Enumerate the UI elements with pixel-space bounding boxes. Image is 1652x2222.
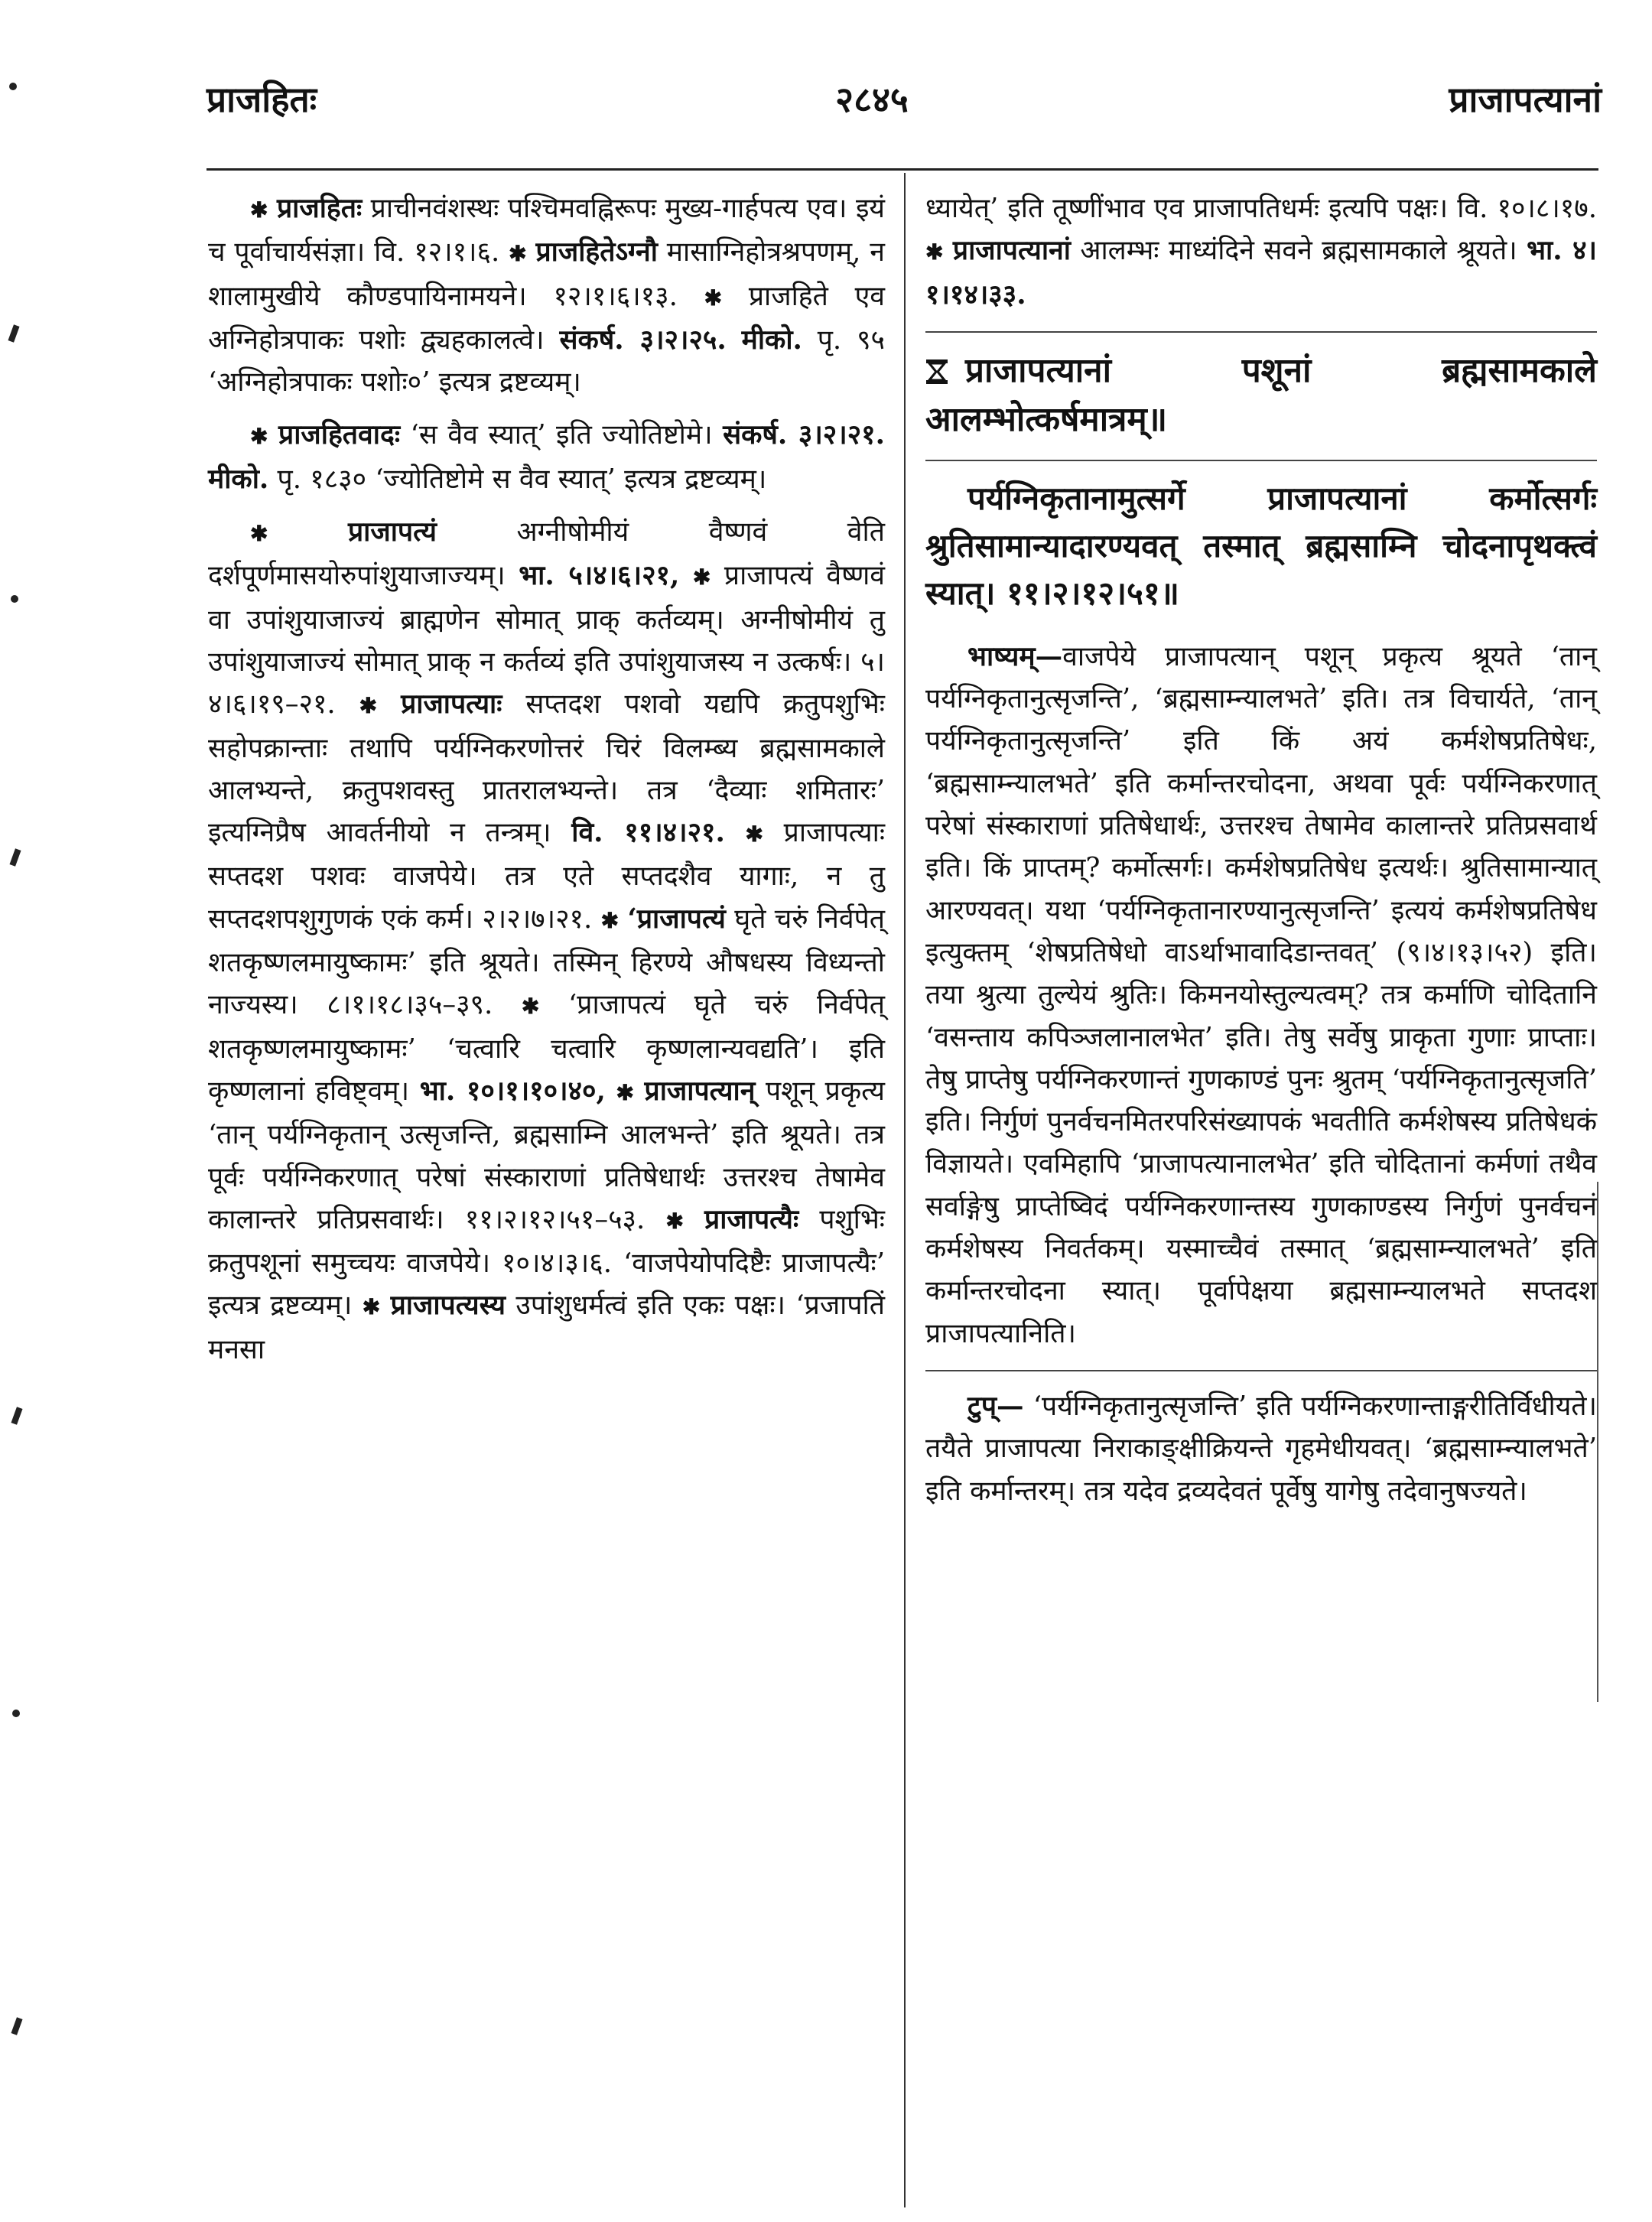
reference: संकर्ष. ३।२।२५. [559, 324, 727, 356]
entry-term: प्राजहितवादः [278, 419, 400, 451]
entry-term: प्राजापत्यं [347, 516, 437, 548]
bhashya: भाष्यम्—वाजपेये प्राजापत्यान् पशून् प्रकृत्य श्रूयते ‘तान् पर्यग्निकृतानुत्सृजन्ति’, ‘ब्रह्मसाम्न्यालभते’ इति। तत्र विचार्यते, ‘तान् पर्यग्निकृतानुत्सृजन्ति’ इति किं अयं कर्मशेषप्रतिषेधः, ‘ब्रह्मसाम्न्यालभते’ इति कर्मान्तरचोदना, अथवा पूर्वः पर्यग्निकरणात् परेषां संस्काराणां प्रतिषेधार्थः, उत्तरश्च तेषामेव कालान्तरे प्रतिप्रसवार्थ इति। किं प्राप्तम्? कर्मोत्सर्गः। कर्मशेषप्रतिषेध इत्यर्थः। श्रुतिसामान्यात् आरण्यवत्। यथा ‘पर्यग्निकृतानारण्यानुत्सृजन्ति’ इत्ययं कर्मशेषप्रतिषेध इत्युक्तम् ‘शेषप्रतिषेधो वाऽर्थाभावादिडान्तवत्’ (९।४।१३।५२) इति। तया श्रुत्या तुल्येयं श्रुतिः। किमनयोस्तुल्यत्वम्? तत्र कर्माणि चोदितानि ‘वसन्ताय कपिञ्जलानालभेत’ इति। तेषु सर्वेषु प्राकृता गुणाः प्राप्ताः। तेषु प्राप्तेषु पर्यग्निकरणान्तं गुणकाण्डं पुनः श्रुतम् ‘पर्यग्निकृतानुत्सृजति’ इति। निर्गुणं पुनर्वचनमितरपरिसंख्यापकं भवतीति कर्मशेषस्य प्रतिषेधकं विज्ञायते। एवमिहापि ‘प्राजापत्यानालभेत’ इति चोदितानां कर्मणां तथैव सर्वाङ्गेषु प्राप्तेष्विदं पर्यग्निकरणान्तस्य गुणकाण्डस्य निर्गुणं पुनर्वचनं कर्मशेषस्य निवर्तकम्। यस्माच्चैवं तस्मात् ‘ब्रह्मसाम्न्यालभते’ इति कर्मान्तरचोदना स्यात्। पूर्वापेक्षया ब्रह्मसाम्न्यालभते सप्तदश प्राजापत्यानिति। [925, 640, 1597, 1349]
reference: भा. ४।१।१४।३३. [925, 235, 1597, 311]
margin-mark [9, 83, 17, 90]
star-icon: ✱ [250, 521, 268, 547]
star-icon: ✱ [250, 424, 268, 450]
reference: संकर्ष. ३।२।२१. मीको. [208, 419, 885, 495]
entry-term: प्राजापत्यैः [704, 1203, 799, 1235]
running-head-right: प्राजापत्यानां [1449, 79, 1602, 120]
sutra: पर्यग्निकृतानामुत्सर्गे प्राजापत्यानां कर्मोत्सर्गः श्रुतिसामान्यादारण्यवत् तस्मात् ब्रह्मसाम्नि चोदनापृथक्त्वं स्यात्। ११।२।१२।५१॥ [925, 479, 1597, 612]
section-divider [925, 1370, 1597, 1371]
star-icon: ✱ [704, 285, 723, 311]
section-divider [925, 331, 1597, 333]
reference: भा. ५।४।६।२१, [519, 560, 680, 592]
entry-term: प्राजापत्यानां [952, 235, 1071, 267]
entry-prajahitavada: ✱ प्राजहितवादः ‘स वैव स्यात्’ इति ज्योतिष्टोमे। संकर्ष. ३।२।२१. मीको. पृ. १८३० ‘ज्योतिष्टोमे स वैव स्यात्’ इत्यत्र द्रष्टव्यम्। [208, 419, 885, 495]
left-column [208, 187, 885, 1371]
right-column [925, 187, 1597, 1512]
bhashya-label: भाष्यम्— [967, 640, 1063, 672]
running-head-left: प्राजहितः [206, 79, 317, 120]
page-number: २८४५ [835, 79, 909, 120]
entry-continuation: ध्यायेत्’ इति तूष्णींभाव एव प्राजापतिधर्मः इत्यपि पक्षः। वि. १०।८।१७. ✱ प्राजापत्यानां आलम्भः माध्यंदिने सवने ब्रह्मसामकाले श्रूयते। भा. ४।१।१४।३३. [925, 193, 1597, 311]
sutra-number: ११।२।१२।५१॥ [1006, 574, 1179, 612]
star-icon: ✱ [665, 1208, 684, 1234]
star-icon: ✱ [616, 1079, 634, 1105]
margin-rule [1597, 1182, 1598, 1702]
reference: भा. १०।१।१०।४०, [419, 1075, 606, 1107]
star-icon: ✱ [521, 994, 540, 1020]
margin-mark [9, 848, 21, 866]
margin-mark [12, 1710, 20, 1717]
tuptika: टुप्— ‘पर्यग्निकृतानुत्सृजन्ति’ इति पर्यग्निकरणान्ताङ्गरीतिर्विधीयते। तयैते प्राजापत्या निराकाङ्क्षीक्रियन्ते गृहमेधीयवत्। ‘ब्रह्मसाम्न्यालभते’ इति कर्मान्तरम्। तत्र यदेव द्रव्यदेवतं पूर्वेषु यागेषु तदेवानुषज्यते। [925, 1390, 1597, 1507]
margin-mark [11, 595, 18, 603]
star-icon: ✱ [745, 821, 763, 847]
star-icon: ✱ [509, 241, 527, 267]
entry-term: ‘प्राजापत्यं [627, 903, 726, 935]
margin-mark [11, 1407, 22, 1424]
star-icon: ✱ [925, 239, 944, 265]
tuptika-label: टुप्— [967, 1390, 1024, 1422]
margin-mark [8, 324, 19, 342]
star-icon: ✱ [692, 564, 711, 590]
reference: मीको. [741, 324, 802, 356]
star-icon: ✱ [359, 693, 378, 719]
star-icon: ✱ [600, 907, 620, 933]
hourglass-icon [925, 359, 948, 385]
entry-term: प्राजहितः [276, 193, 363, 224]
entry-prajahita: ✱ प्राजहितः प्राचीनवंशस्थः पश्चिमवह्निरूपः मुख्य-गार्हपत्य एव। इयं च पूर्वाचार्यसंज्ञा। वि. १२।१।६. ✱ प्राजहितेऽग्नौ मासाग्निहोत्रश्रपणम्, न शालामुखीये कौण्डपायिनामयने। १२।१।६।१३. ✱ प्राजहिते एव अग्निहोत्रपाकः पशोः द्व्यहकालत्वे। संकर्ष. ३।२।२५. मीको. पृ. ९५ ‘अग्निहोत्रपाकः पशोः०’ इत्यत्र द्रष्टव्यम्। [208, 193, 885, 399]
entry-term: प्राजापत्यान् [644, 1075, 756, 1107]
adhikarana-heading: प्राजापत्यानां पशूनां ब्रह्मसामकाले आलम्भोत्कर्षमात्रम्॥ [925, 350, 1597, 439]
entry-term: प्राजापत्याः [401, 688, 502, 721]
entry-prajapatyam: ✱ प्राजापत्यं अग्नीषोमीयं वैष्णवं वेति दर्शपूर्णमासयोरुपांशुयाजाज्यम्। भा. ५।४।६।२१, ✱ प्राजापत्यं वैष्णवं वा उपांशुयाजाज्यं ब्राह्मणेन सोमात् प्राक् कर्तव्यम्। अग्नीषोमीयं तु उपांशुयाजाज्यं सोमात् प्राक् न कर्तव्यं इति उपांशुयाजस्य न उत्कर्षः। ५।४।६।१९–२१. ✱ प्राजापत्याः सप्तदश पशवो यद्यपि क्रतुपशुभिः सहोपक्रान्ताः तथापि पर्यग्निकरणोत्तरं चिरं विलम्ब्य ब्रह्मसामकाले आलभ्यन्ते, क्रतुपशवस्तु प्रातरालभ्यन्ते। तत्र ‘दैव्याः शमितारः’ इत्यग्निप्रैष आवर्तनीयो न तन्त्रम्। वि. ११।४।२१. ✱ प्राजापत्याः सप्तदश पशवः वाजपेये। तत्र एते सप्तदशैव यागाः, न तु सप्तदशपशुगुणकं एकं कर्म। २।२।७।२१. ✱ ‘प्राजापत्यं घृते चरुं निर्वपेत् शतकृष्णलमायुष्कामः’ इति श्रूयते। तस्मिन् हिरण्ये औषधस्य विध्यन्तो नाज्यस्य। ८।१।१८।३५–३९. ✱ ‘प्राजापत्यं घृते चरुं निर्वपेत् शतकृष्णलमायुष्कामः’ ‘चत्वारि चत्वारि कृष्णलान्यवद्यति’। इति कृष्णलानां हविष्ट्वम्। भा. १०।१।१०।४०, ✱ प्राजापत्यान् पशून् प्रकृत्य ‘तान् पर्यग्निकृतान् उत्सृजन्ति, ब्रह्मसाम्नि आलभन्ते’ इति श्रूयते। तत्र पूर्वः पर्यग्निकरणात् परेषां संस्काराणां प्रतिषेधार्थः उत्तरश्च तेषामेव कालान्तरे प्रतिप्रसवार्थः। ११।२।१२।५१–५३. ✱ प्राजापत्यैः पशुभिः क्रतुपशूनां समुच्चयः वाजपेये। १०।४।३।६. ‘वाजपेयोपदिष्टैः प्राजापत्यैः’ इत्यत्र द्रष्टव्यम्। ✱ प्राजापत्यस्य उपांशुधर्मत्वं इति एकः पक्षः। ‘प्रजापतिं मनसा [208, 516, 885, 1365]
entry-term: प्राजहितेऽग्नौ [535, 236, 658, 268]
star-icon: ✱ [362, 1294, 381, 1320]
margin-mark [11, 2017, 22, 2035]
column-divider [904, 173, 906, 2207]
header-rule [206, 168, 1598, 171]
section-divider [925, 460, 1597, 461]
entry-term: प्राजापत्यस्य [390, 1290, 506, 1322]
star-icon: ✱ [250, 197, 268, 223]
reference: वि. ११।४।२१. [571, 817, 725, 849]
